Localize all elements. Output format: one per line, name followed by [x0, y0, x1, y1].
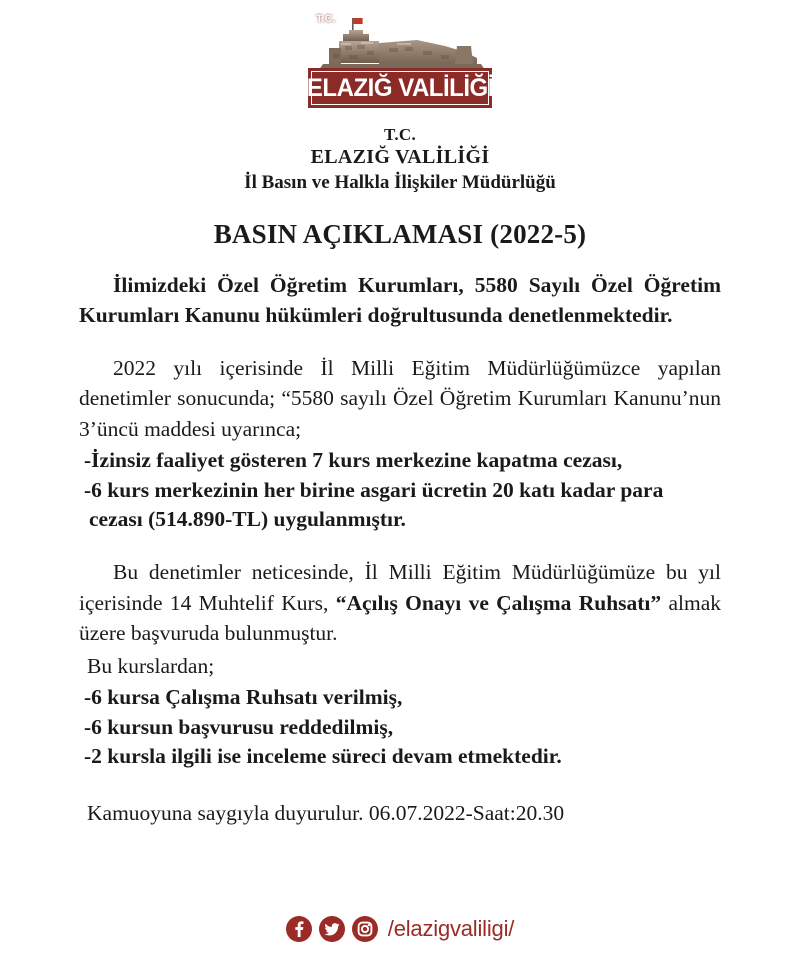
org-line-department: İl Basın ve Halkla İlişkiler Müdürlüğü [244, 171, 556, 193]
paragraph-applications [79, 557, 721, 649]
instagram-icon[interactable] [352, 916, 378, 942]
penalty-item: -6 kurs merkezinin her birine asgari ücretin 20 katı kadar para cezası (514.890-TL) uygulanmıştır. [84, 477, 664, 532]
paragraph-applications-part2: almak üzere başvuruda bulunmuştur. [79, 590, 721, 646]
organization-header [0, 124, 800, 195]
logo-banner [308, 68, 492, 108]
result-item: -6 kursun başvurusu reddedilmiş, [84, 714, 394, 739]
twitter-icon[interactable] [319, 916, 345, 942]
paragraph-inspections: 2022 yılı içerisinde İl Milli Eğitim Müdürlüğümüzce yapılan denetimler sonucunda; “5580 sayılı Özel Öğretim Kurumları Kanunu’nun 3’üncü maddesi uyarınca; [79, 355, 721, 441]
penalty-list [79, 446, 721, 535]
org-line-governorship: ELAZIĞ VALİLİĞİ [310, 146, 490, 169]
logo-block [0, 0, 800, 108]
logo-banner-inner [306, 71, 494, 105]
elazig-valiligi-logo [300, 12, 500, 108]
paragraph-applications-part1: Bu denetimler neticesinde, İl Milli Eğitim Müdürlüğümüze bu yıl içerisinde 14 Muhtelif Kurs, [79, 560, 721, 615]
result-item: -2 kursla ilgili ise inceleme süreci devam etmektedir. [84, 744, 562, 769]
page-title: BASIN AÇIKLAMASI (2022-5) [213, 218, 587, 249]
penalty-item: -İzinsiz faaliyet gösteren 7 kurs merkezine kapatma cezası, [84, 448, 623, 473]
facebook-icon[interactable] [286, 916, 312, 942]
result-list [79, 683, 721, 772]
result-item: -6 kursa Çalışma Ruhsatı verilmiş, [84, 685, 403, 710]
closing-statement: Kamuoyuna saygıyla duyurulur. 06.07.2022-Saat:20.30 [87, 801, 565, 826]
paragraph-intro: İlimizdeki Özel Öğretim Kurumları, 5580 Sayılı Özel Öğretim Kurumları Kanunu hükümleri doğrultusunda denetlenmektedir. [79, 272, 721, 328]
org-line-tc: T.C. [383, 125, 417, 144]
paragraph-applications-quote: “Açılış Onayı ve Çalışma Ruhsatı” [335, 590, 662, 615]
logo-banner-text: ELAZIĞ VALİLİĞİ [306, 73, 494, 102]
social-footer [0, 916, 800, 942]
document-body [79, 250, 721, 829]
list-intro: Bu kurslardan; [87, 653, 215, 678]
social-handle[interactable]: /elazigvaliligi/ [387, 916, 515, 941]
banner-tc-label: T.C. [316, 13, 336, 25]
